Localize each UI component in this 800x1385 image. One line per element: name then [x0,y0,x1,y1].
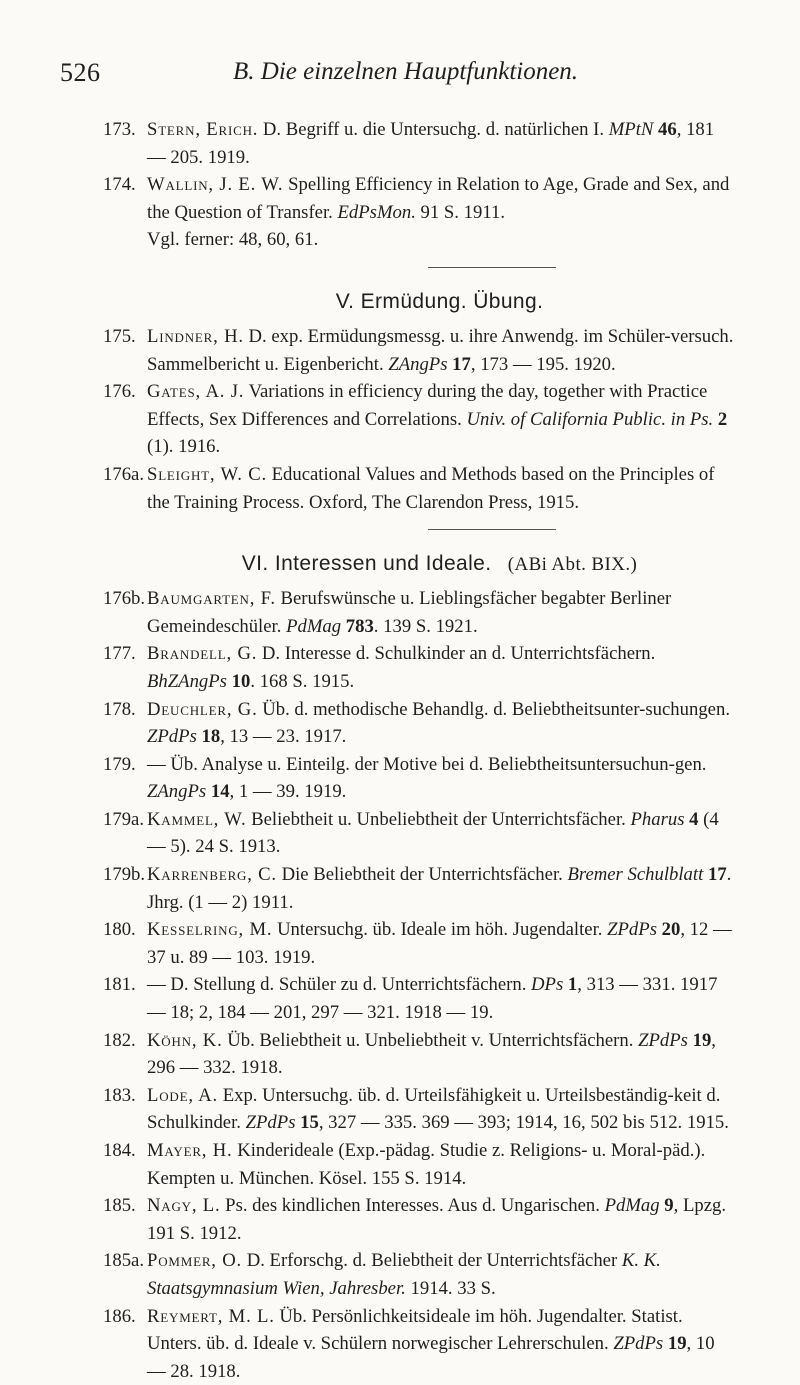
entry-author: Gates, A. J. [147,381,245,403]
section-heading-v [143,290,736,314]
bibliography-entry [103,116,736,171]
bibliography-entry [103,861,736,916]
bibliography-entry [103,378,736,461]
entry-journal: Univ. of California Public. in Ps. [466,408,714,430]
entry-description: Berufswünsche u. Lieblingsfächer begabter Berliner Gemeindeschüler. [147,588,672,637]
entry-volume: 10 [226,670,251,692]
entry-text [147,1303,736,1385]
entry-details: 91 S. 1911. [415,201,505,223]
entry-number: 180. [103,919,136,941]
entry-number: 176b. [103,588,146,610]
entry-details: , 10 — 28. 1918. [147,1333,715,1382]
entry-journal: ZPdPs [147,726,197,748]
entry-details: , 327 — 335. 369 — 393; 1914, 16, 502 bis 512. 1915. [318,1112,729,1134]
section-heading-vi-text: VI. Interessen und Ideale. [241,552,492,576]
entry-text [147,971,736,1026]
entry-text [147,171,736,226]
entry-number: 175. [103,325,136,347]
section-heading-v-text: V. Ermüdung. Übung. [335,289,544,313]
entry-description: Kinderideale (Exp.-pädag. Studie z. Religions- u. Moral-päd.). Kempten u. München. Kösel. 155 S. 1914. [147,1140,706,1189]
entry-text [147,1192,736,1247]
entry-author: Nagy, L. [147,1195,221,1217]
entry-number: 179b. [103,864,146,886]
entry-author: Baumgarten, F. [147,588,276,610]
entries-continued [103,116,736,226]
entry-text [147,1082,736,1137]
bibliography-entry [103,171,736,226]
entry-number: 179a. [103,808,144,830]
entry-journal: K. K. Staatsgymnasium Wien, Jahresber. [147,1250,661,1299]
entry-number: 176. [103,381,136,403]
bibliography-entry [103,751,736,806]
bibliography-entry [103,1027,736,1082]
entry-details: , 173 — 195. 1920. [470,353,616,375]
entry-volume: 783 [341,615,374,637]
entry-details: (1). 1916. [147,436,221,458]
entry-details: . 139 S. 1921. [373,615,478,637]
entry-description: Die Beliebtheit der Unterrichtsfächer. [276,864,568,886]
entry-text [147,916,736,971]
entry-volume: 19 [687,1029,712,1051]
entry-volume: 18 [196,726,221,748]
entry-details: (4 — 5). 24 S. 1913. [147,808,719,858]
entry-details: , 1 — 39. 1919. [229,781,347,803]
bibliography-entry [103,1247,736,1302]
entry-journal: EdPsMon. [337,201,416,223]
entry-text [147,751,736,806]
entry-number: 185. [103,1195,136,1217]
entry-journal: ZPdPs [613,1333,664,1355]
entry-number: 173. [103,119,136,140]
bibliography-entry [103,1192,736,1247]
entry-journal: DPs [531,974,564,996]
entry-number: 177. [103,643,136,665]
entry-description: D. exp. Ermüdungsmessg. u. ihre Anwendg. im Schüler-versuch. Sammelbericht u. Eigenbericht. [147,325,734,375]
running-title: B. Die einzelnen Hauptfunktionen. [233,58,579,85]
entry-author: Deuchler, G. [147,698,258,720]
entry-text [147,1247,736,1302]
entry-details: , 13 — 23. 1917. [220,726,347,748]
entry-volume: 9 [659,1195,674,1217]
entry-author: Wallin, J. E. W. [147,174,284,196]
running-head [0,58,800,98]
entry-details: , Lpzg. 191 S. 1912. [147,1195,727,1244]
entry-details: , 181 — 205. 1919. [147,119,715,168]
entry-details: . 168 S. 1915. [250,670,355,692]
entry-volume: 2 [713,408,728,430]
entry-journal: ZPdPs [607,919,657,941]
bibliography-entry [103,696,736,751]
bibliography-entry [103,1303,736,1385]
entry-details: . Jhrg. (1 — 2) 1911. [147,864,732,913]
entry-details: , 296 — 332. 1918. [147,1029,716,1079]
entry-author: Sleight, W. C. [147,463,267,485]
entry-author: Köhn, K. [147,1029,223,1051]
entry-author: Lindner, H. [147,325,244,347]
entry-journal: ZPdPs [638,1029,688,1051]
entry-number: 183. [103,1084,136,1106]
entry-text [147,861,736,916]
bibliography-entry [103,1137,736,1192]
bibliography-entry [103,461,736,516]
entry-number: 182. [103,1029,136,1051]
entry-number: 178. [103,698,136,720]
entry-number: 186. [103,1305,136,1327]
entry-author: Karrenberg, C. [147,864,277,886]
entry-author: Kesselring, M. [147,919,273,941]
entry-number: 174. [103,174,136,196]
entry-text [147,323,736,378]
page-number: 526 [60,58,101,87]
entry-volume: 17 [703,864,727,886]
entry-number: 181. [103,974,136,996]
entry-volume: 15 [295,1112,319,1134]
entry-description: Üb. d. methodische Behandlg. d. Beliebtheitsunter-suchungen. [257,698,730,720]
entry-journal: ZAngPs [147,781,207,803]
entry-text [147,461,736,516]
entry-description: Ps. des kindlichen Interesses. Aus d. Ungarischen. [220,1195,605,1217]
entry-volume: 20 [656,919,681,941]
bibliography [103,116,736,1385]
entry-author: Kammel, W. [147,808,247,830]
entry-details: , 313 — 331. 1917 — 18; 2, 184 — 201, 297 — 321. 1918 — 19. [147,974,718,1024]
entry-number: 184. [103,1140,136,1161]
section-divider [428,529,556,530]
entry-text [147,378,736,461]
bibliography-entry [103,585,736,640]
entry-description: Spelling Efficiency in Relation to Age, Grade and Sex, and the Question of Transfer. [147,174,730,223]
entry-description: D. Erforschg. d. Beliebtheit der Unterrichtsfächer [242,1250,622,1272]
entry-description: Üb. Persönlichkeitsideale im höh. Jugendalter. Statist. Unters. üb. d. Ideale v. Schülern norwegischer Lehrerschulen. [147,1305,683,1355]
entry-journal: PdMag [286,615,342,637]
entry-details: , 12 — 37 u. 89 — 103. 1919. [147,919,732,968]
entry-number: 179. [103,753,136,775]
section-vi-entries [103,585,736,1385]
bibliography-entry [103,916,736,971]
entry-journal: Bremer Schulblatt [567,864,704,886]
entry-volume: 14 [206,781,230,803]
entry-author: Reymert, M. L. [147,1305,275,1327]
entry-text [147,585,736,640]
entry-text [147,696,736,751]
bibliography-entry [103,806,736,861]
entry-description: D. Begriff u. die Untersuchg. d. natürlichen I. [258,119,609,140]
entry-volume: 17 [447,353,471,375]
entry-description: Untersuchg. üb. Ideale im höh. Jugendalter. [272,919,608,941]
entry-description: Beliebtheit u. Unbeliebtheit der Unterrichtsfächer. [246,808,631,830]
entry-text [147,116,736,171]
entry-volume: 4 [684,808,699,830]
bibliography-entry [103,971,736,1026]
section-heading-vi [143,552,736,576]
entry-description: D. Interesse d. Schulkinder an d. Unterrichtsfächern. [257,643,656,665]
entry-description: Üb. Beliebtheit u. Unbeliebtheit v. Unterrichtsfächern. [222,1029,639,1051]
entry-author: Pommer, O. [147,1250,243,1272]
entry-author: Lode, A. [147,1084,219,1106]
section-heading-vi-note: (ABi Abt. BIX.) [507,554,638,576]
entry-journal: ZPdPs [245,1112,296,1134]
cross-reference: Vgl. ferner: 48, 60, 61. [147,229,319,251]
entry-journal: ZAngPs [388,353,448,375]
entry-journal: BhZAngPs [147,670,227,692]
entry-author: Stern, Erich. [147,119,259,140]
section-v-entries [103,323,736,516]
entry-text [147,1137,736,1192]
section-divider [428,267,556,268]
entry-journal: MPtN [608,119,654,140]
entry-number: 185a. [103,1250,144,1272]
entry-description: — D. Stellung d. Schüler zu d. Unterrichtsfächern. [147,974,532,996]
entry-description: Variations in efficiency during the day, together with Practice Effects, Sex Differences and Correlations. [147,381,708,430]
entry-volume: 1 [563,974,578,996]
entry-description: — Üb. Analyse u. Einteilg. der Motive bei d. Beliebtheitsuntersuchun-gen. [147,753,707,775]
entry-journal: PdMag [604,1195,660,1217]
entry-description: Exp. Untersuchg. üb. d. Urteilsfähigkeit u. Urteilsbeständig-keit d. Schulkinder. [147,1084,721,1134]
entry-text [147,806,736,861]
entry-details: 1914. 33 S. [405,1277,496,1299]
entry-volume: 46 [653,119,677,140]
entry-volume: 19 [663,1333,687,1355]
entry-description: Educational Values and Methods based on the Principles of the Training Process. Oxford, The Clarendon Press, 1915. [147,463,715,513]
bibliography-entry [103,640,736,695]
entry-journal: Pharus [630,808,685,830]
bibliography-entry [103,323,736,378]
entry-text [147,1027,736,1082]
bibliography-entry [103,1082,736,1137]
entry-number: 176a. [103,463,144,485]
entry-author: Mayer, H. [147,1140,233,1161]
entry-author: Brandell, G. [147,643,258,665]
entry-text [147,640,736,695]
